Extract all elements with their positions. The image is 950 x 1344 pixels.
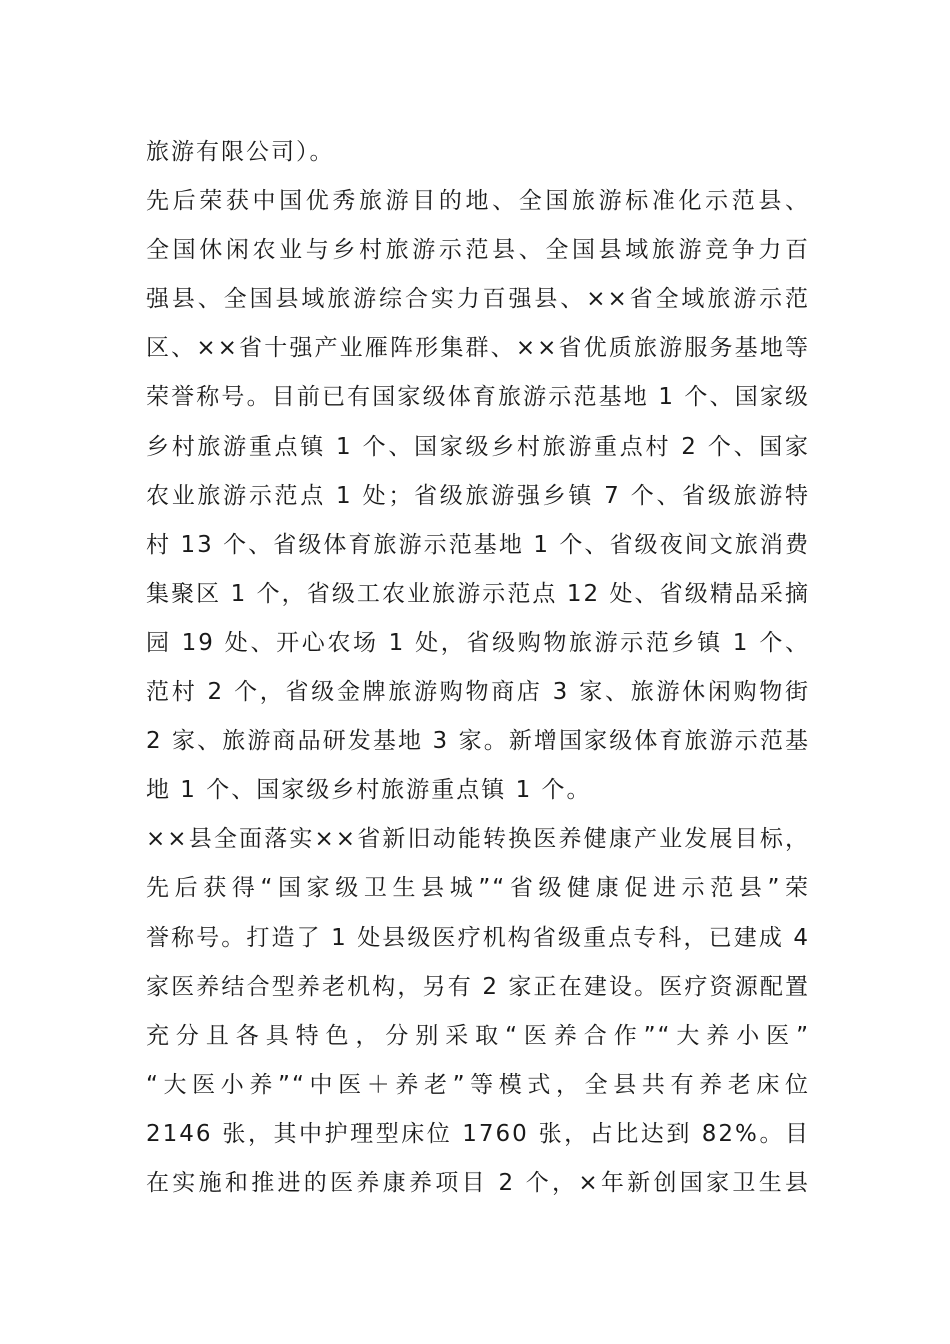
text-line-7: 乡村旅游重点镇 1 个、国家级乡村旅游重点村 2 个、国家: [146, 433, 810, 460]
text-line-19: 充分且各具特色，分别采取“医养合作”“大养小医”: [146, 1022, 810, 1049]
text-line-21: 2146 张，其中护理型床位 1760 张，占比达到 82%。目: [146, 1120, 810, 1147]
text-line-3: 全国休闲农业与乡村旅游示范县、全国县域旅游竞争力百: [146, 237, 810, 264]
text-line-9: 村 13 个、省级体育旅游示范基地 1 个、省级夜间文旅消费: [146, 531, 810, 558]
text-line-22: 在实施和推进的医养康养项目 2 个，×年新创国家卫生县: [146, 1169, 810, 1196]
text-line-10: 集聚区 1 个，省级工农业旅游示范点 12 处、省级精品采摘: [146, 580, 810, 607]
text-line-6: 荣誉称号。目前已有国家级体育旅游示范基地 1 个、国家级: [146, 384, 810, 411]
text-line-5: 区、××省十强产业雁阵形集群、××省优质旅游服务基地等: [146, 335, 810, 362]
text-line-12: 范村 2 个，省级金牌旅游购物商店 3 家、旅游休闲购物街: [146, 679, 810, 706]
text-line-18: 家医养结合型养老机构，另有 2 家正在建设。医疗资源配置: [146, 973, 810, 1000]
text-line-14: 地 1 个、国家级乡村旅游重点镇 1 个。: [146, 777, 592, 804]
text-line-16: 先后获得“国家级卫生县城”“省级健康促进示范县”荣: [146, 875, 810, 902]
text-line-8: 农业旅游示范点 1 处；省级旅游强乡镇 7 个、省级旅游特: [146, 482, 810, 509]
text-line-11: 园 19 处、开心农场 1 处，省级购物旅游示范乡镇 1 个、: [146, 629, 810, 656]
text-line-2: 先后荣获中国优秀旅游目的地、全国旅游标准化示范县、: [146, 188, 810, 215]
text-line-15: ××县全面落实××省新旧动能转换医养健康产业发展目标，: [146, 826, 810, 853]
text-line-13: 2 家、旅游商品研发基地 3 家。新增国家级体育旅游示范基: [146, 728, 810, 755]
text-line-1: 旅游有限公司）。: [146, 139, 335, 165]
text-line-20: “大医小养”“中医＋养老”等模式，全县共有养老床位: [146, 1071, 810, 1098]
text-line-17: 誉称号。打造了 1 处县级医疗机构省级重点专科，已建成 4: [146, 924, 810, 951]
body-text: [146, 128, 810, 1208]
text-line-4: 强县、全国县域旅游综合实力百强县、××省全域旅游示范: [146, 286, 810, 313]
